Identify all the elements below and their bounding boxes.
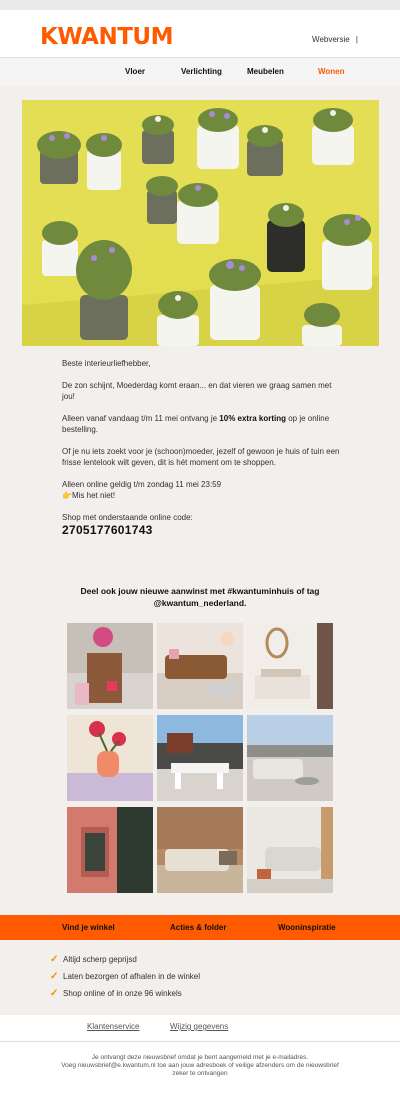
kwantum-logo[interactable]: KWANTUM: [40, 24, 173, 50]
footer-links: [0, 1015, 400, 1042]
footer-disclaimer: [55, 1054, 345, 1078]
inspiration-photo-2[interactable]: [157, 623, 243, 709]
nav-item-vloer[interactable]: Vloer: [125, 67, 146, 76]
hero-plants-illustration: [22, 100, 379, 346]
home-inspiration-link[interactable]: Wooninspiratie: [278, 923, 336, 932]
paragraph-shopping: Of je nu iets zoekt voor je (schoon)moeder, jezelf of gewoon je huis of tuin een frisse lentelook wilt geven, dit is hét moment om te shoppen.: [62, 447, 340, 467]
share-line-1: Deel ook jouw nieuwe aanwinst met #kwantuminhuis of tag: [80, 586, 320, 596]
share-line-2: @kwantum_nederland.: [153, 598, 247, 608]
nav-item-meubelen[interactable]: Meubelen: [247, 67, 284, 76]
inspiration-photo-6[interactable]: [247, 715, 333, 801]
top-strip: [0, 0, 400, 10]
usp-label: Shop online of in onze 96 winkels: [63, 989, 182, 998]
discount-pre: Alleen vanaf vandaag t/m 11 mei ontvang je: [62, 414, 220, 423]
disclaimer-line-2: Voeg nieuwsbrief@e.kwantum.nl toe aan jouw adresboek of veilige afzenders om de nieuwsbrief zeker te ontvangen: [61, 1062, 339, 1077]
disclaimer-line-1: Je ontvangt deze nieuwsbrief omdat je bent aangemeld met je e-mailadres.: [91, 1054, 309, 1061]
discount-code: 2705177601743: [62, 523, 153, 537]
inspiration-photo-7[interactable]: [67, 807, 153, 893]
checkmark-icon: ✓: [50, 954, 59, 965]
action-bar: [0, 915, 400, 940]
code-label: Shop met onderstaande online code:: [62, 513, 193, 522]
find-store-link[interactable]: Vind je winkel: [62, 923, 115, 932]
webversie-link-wrap: [312, 35, 358, 44]
main-content: [0, 86, 400, 915]
main-nav: [0, 57, 400, 88]
deals-folder-link[interactable]: Acties & folder: [170, 923, 227, 932]
usp-label: Laten bezorgen of afhalen in de winkel: [63, 972, 200, 981]
customer-service-link[interactable]: Klantenservice: [87, 1022, 140, 1031]
inspiration-photo-4[interactable]: [67, 715, 153, 801]
nav-item-verlichting[interactable]: Verlichting: [181, 67, 222, 76]
usp-item-1: [50, 954, 137, 965]
paragraph-discount: [62, 413, 342, 435]
webversie-link[interactable]: Webversie: [312, 35, 350, 44]
nav-item-wonen[interactable]: Wonen: [318, 67, 345, 76]
share-callout: [60, 585, 340, 609]
paragraph-validity: [62, 479, 342, 501]
separator: |: [355, 35, 358, 44]
validity-line: Alleen online geldig t/m zondag 11 mei 23:59: [62, 480, 222, 489]
change-details-link[interactable]: Wijzig gegevens: [170, 1022, 229, 1031]
usp-label: Altijd scherp geprijsd: [63, 955, 137, 964]
checkmark-icon: ✓: [50, 971, 59, 982]
checkmark-icon: ✓: [50, 988, 59, 999]
hero-image[interactable]: [22, 100, 379, 346]
discount-highlight: 10% extra korting: [219, 414, 286, 423]
greeting: Beste interieurliefhebber,: [62, 359, 151, 368]
usp-list: [0, 940, 400, 1015]
paragraph-moederdag: De zon schijnt, Moederdag komt eraan... en dat vieren we graag samen met jou!: [62, 381, 332, 401]
inspiration-photo-3[interactable]: [247, 623, 333, 709]
email-header: [0, 10, 400, 57]
footer: [0, 1042, 400, 1105]
inspiration-photo-8[interactable]: [157, 807, 243, 893]
dont-miss-line: 👉Mis het niet!: [62, 491, 116, 500]
inspiration-photo-9[interactable]: [247, 807, 333, 893]
usp-item-2: [50, 971, 200, 982]
intro-text: [62, 358, 342, 536]
usp-item-3: [50, 988, 182, 999]
discount-post: op je online bestelling.: [62, 414, 330, 434]
inspiration-photo-1[interactable]: [67, 623, 153, 709]
inspiration-photo-5[interactable]: [157, 715, 243, 801]
